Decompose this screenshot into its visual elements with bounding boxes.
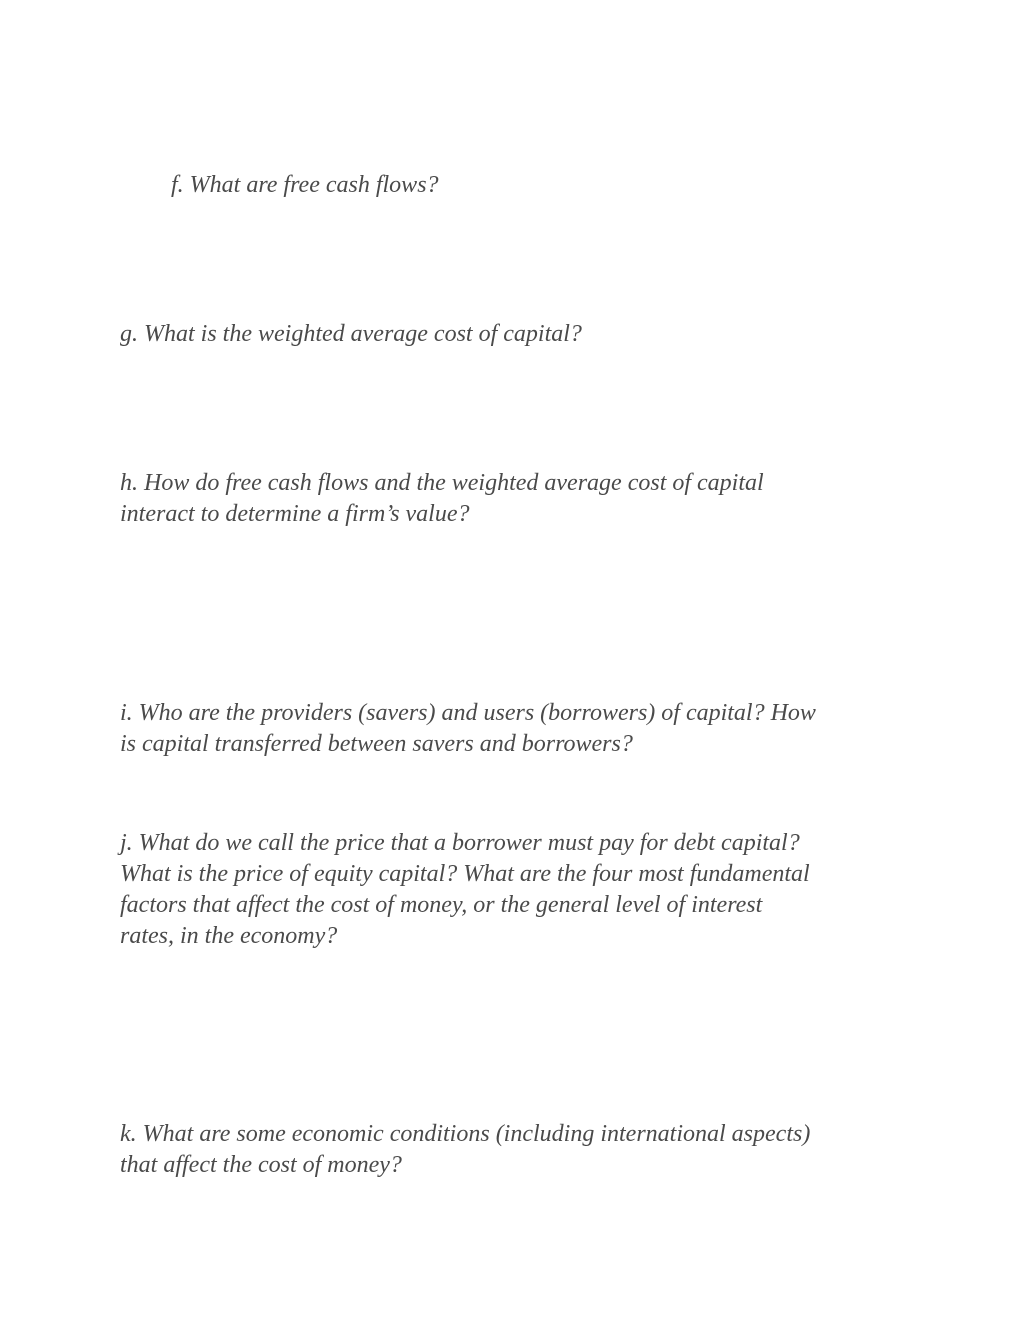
question-f bbox=[171, 170, 439, 201]
question-i-line-1: i. Who are the providers (savers) and users (borrowers) of capital? How bbox=[120, 700, 816, 726]
question-j-line-2: What is the price of equity capital? What are the four most fundamental bbox=[120, 861, 810, 887]
question-h-line-2: interact to determine a firm’s value? bbox=[120, 501, 470, 527]
question-j-line-3: factors that affect the cost of money, or the general level of interest bbox=[120, 892, 763, 918]
question-k-line-1: k. What are some economic conditions (including international aspects) bbox=[120, 1121, 811, 1147]
question-j-line-1: j. What do we call the price that a borrower must pay for debt capital? bbox=[120, 830, 800, 856]
question-h bbox=[120, 468, 764, 530]
question-g bbox=[120, 319, 582, 350]
question-i bbox=[120, 698, 816, 760]
question-j-line-4: rates, in the economy? bbox=[120, 923, 338, 949]
question-g-line-1: g. What is the weighted average cost of capital? bbox=[120, 321, 582, 347]
question-j bbox=[120, 828, 810, 952]
question-k bbox=[120, 1119, 810, 1181]
question-h-line-1: h. How do free cash flows and the weighted average cost of capital bbox=[120, 470, 764, 496]
question-f-line-1: f. What are free cash flows? bbox=[171, 172, 439, 198]
question-i-line-2: is capital transferred between savers and borrowers? bbox=[120, 731, 633, 757]
question-k-line-2: that affect the cost of money? bbox=[120, 1152, 402, 1178]
